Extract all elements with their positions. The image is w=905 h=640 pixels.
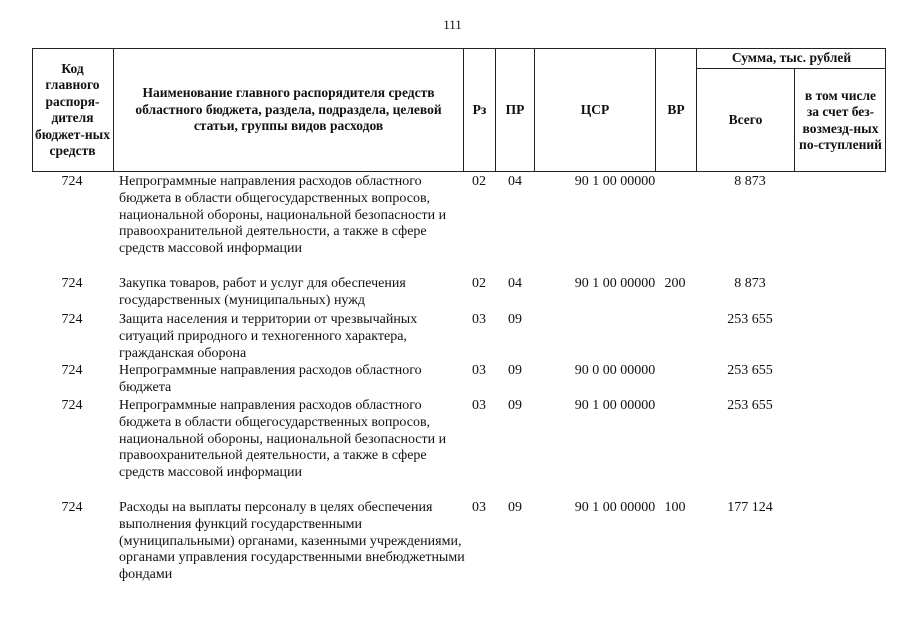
cell-rz: 03 — [472, 398, 486, 413]
cell-csr: 90 1 00 00000 — [574, 174, 656, 189]
cell-kod: 724 — [61, 500, 83, 515]
cell-pr: 09 — [508, 500, 522, 515]
cell-total: 8 873 — [734, 174, 766, 189]
cell-rz: 02 — [472, 174, 486, 189]
cell-name: Расходы на выплаты персоналу в целях обеспечения выполнения функций государственными (муниципальными) органами, казенными учреждениями, органами управления государственными внебюджетными фондами — [119, 500, 465, 583]
header-kod: Код главного распоря-дителя бюджет-ных средств — [35, 60, 110, 158]
cell-rz: 03 — [472, 500, 486, 515]
header-free-receipts: в том числе за счет без-возмезд-ных по-ступлений — [794, 69, 886, 172]
cell-total: 253 655 — [727, 398, 773, 413]
cell-kod: 724 — [61, 398, 83, 413]
cell-csr: 90 1 00 00000 — [574, 500, 656, 515]
header-csr: ЦСР — [534, 48, 655, 172]
cell-pr: 09 — [508, 363, 522, 378]
cell-csr: 90 1 00 00000 — [574, 398, 656, 413]
cell-total: 253 655 — [727, 312, 773, 327]
page-number: 111 — [443, 17, 462, 32]
header-rz: Рз — [463, 48, 495, 172]
cell-vr: 200 — [664, 276, 686, 291]
cell-total: 253 655 — [727, 363, 773, 378]
cell-pr: 09 — [508, 312, 522, 327]
cell-pr: 09 — [508, 398, 522, 413]
cell-kod: 724 — [61, 174, 83, 189]
cell-kod: 724 — [61, 312, 83, 327]
cell-pr: 04 — [508, 276, 522, 291]
cell-name: Непрограммные направления расходов областного бюджета — [119, 363, 422, 395]
cell-kod: 724 — [61, 363, 83, 378]
header-total: Всего — [696, 69, 794, 172]
cell-csr: 90 0 00 00000 — [574, 363, 656, 378]
cell-rz: 02 — [472, 276, 486, 291]
cell-pr: 04 — [508, 174, 522, 189]
cell-rz: 03 — [472, 363, 486, 378]
header-pr: ПР — [495, 48, 534, 172]
cell-total: 177 124 — [727, 500, 773, 515]
cell-name: Закупка товаров, работ и услуг для обеспечения государственных (муниципальных) нужд — [119, 276, 406, 308]
cell-kod: 724 — [61, 276, 83, 291]
cell-total: 8 873 — [734, 276, 766, 291]
cell-vr: 100 — [664, 500, 686, 515]
header-name: Наименование главного распорядителя средств областного бюджета, раздела, подраздела, целевой статьи, группы видов расходов — [113, 48, 463, 172]
cell-rz: 03 — [472, 312, 486, 327]
cell-csr: 90 1 00 00000 — [574, 276, 656, 291]
header-vr: ВР — [655, 48, 696, 172]
cell-name: Защита населения и территории от чрезвычайных ситуаций природного и техногенного характера, гражданская оборона — [119, 312, 418, 361]
table-header — [32, 48, 886, 172]
cell-name: Непрограммные направления расходов областного бюджета в области общегосударственных вопросов, национальной обороны, национальной безопасности и правоохранительной деятельности, а также в сфере средств массовой информации — [119, 398, 447, 481]
header-sum-group: Сумма, тыс. рублей — [696, 48, 886, 69]
cell-name: Непрограммные направления расходов областного бюджета в области общегосударственных вопросов, национальной обороны, национальной безопасности и правоохранительной деятельности, а также в сфере средств массовой информации — [119, 174, 447, 257]
